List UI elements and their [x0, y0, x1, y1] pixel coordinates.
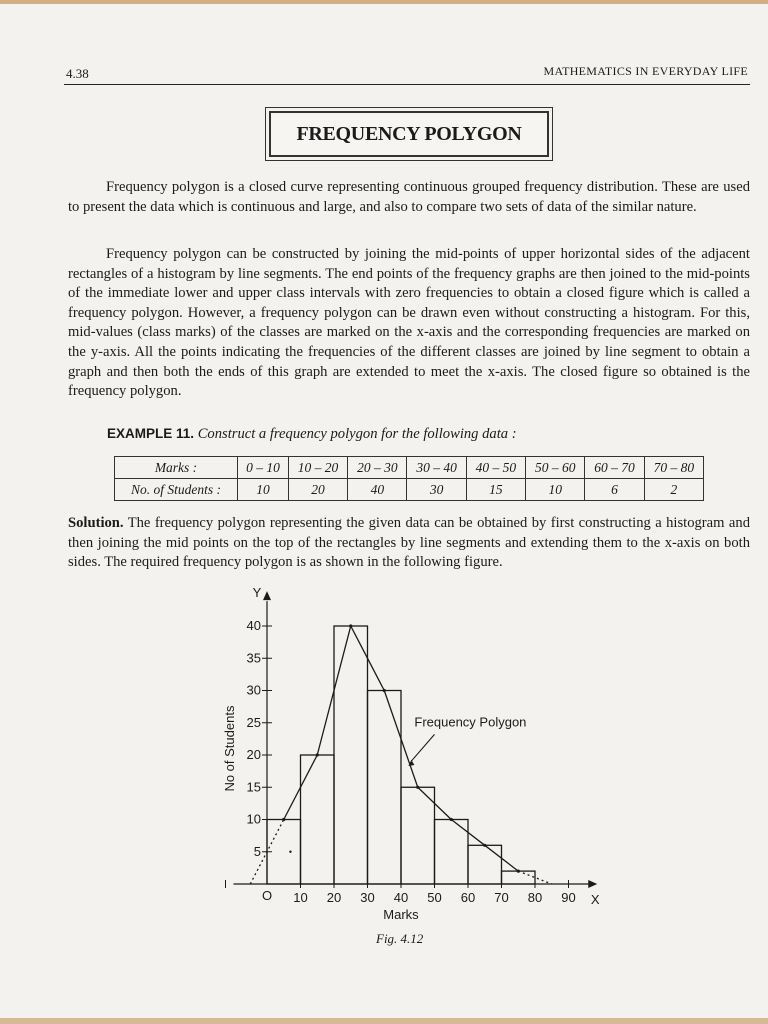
histogram-bar [468, 845, 502, 884]
page-edge-bottom [0, 1018, 768, 1024]
page-number: 4.38 [66, 66, 89, 81]
y-tick-label: 5 [253, 843, 261, 859]
table-cell-frequency: 2 [644, 479, 703, 501]
table-cell-class: 20 – 30 [348, 457, 407, 479]
x-tick-label: 80 [527, 890, 543, 905]
y-tick-label: 40 [246, 618, 261, 633]
table-cell-frequency: 10 [238, 479, 289, 501]
x-axis-letter: X [590, 892, 600, 907]
x-tick-label: 50 [427, 890, 442, 905]
table-cell-class: 10 – 20 [288, 457, 347, 479]
table-cell-class: 70 – 80 [644, 457, 703, 479]
y-tick-label: 20 [246, 747, 261, 762]
table-header-marks: Marks : [115, 457, 238, 479]
table-cell-class: 40 – 50 [466, 457, 525, 479]
polygon-point [316, 753, 319, 756]
running-head: MATHEMATICS IN EVERYDAY LIFE [543, 64, 748, 78]
table-cell-frequency: 40 [348, 479, 407, 501]
x-tick-label: 40 [393, 890, 409, 905]
table-cell-frequency: 10 [526, 479, 585, 501]
table-cell-class: 50 – 60 [526, 457, 585, 479]
paragraph-construction: Frequency polygon can be constructed by joining the mid-points of upper horizontal sides of the adjacent rectangles of a histogram by line segments. The end points of the frequency graphs are then joined to the mid-points of the immediate lower and upper class intervals with zero frequencies to obtain a closed figure which is called a frequency polygon. However, a frequency polygon can be drawn even without constructing a histogram. For this, mid-values (class marks) of the classes are marked on the x-axis and the corresponding frequencies are marked on the y-axis. All the points indicating the frequencies of the different classes are joined by line segment to obtain a graph and then both the ends of this graph are extended to meet the x-axis. The closed figure so obtained is the frequency polygon. [68, 246, 750, 400]
example-text: Construct a frequency polygon for the following data : [197, 426, 517, 442]
figure-caption: Fig. 4.12 [376, 931, 424, 946]
table-cell-frequency: 6 [585, 479, 644, 501]
polygon-point [416, 786, 419, 789]
x-axis-arrow-icon [588, 880, 597, 888]
y-axis-arrow-icon [263, 591, 271, 600]
table-header-students: No. of Students : [115, 479, 238, 501]
y-axis-title: No of Students [222, 705, 237, 792]
histogram-bar [301, 755, 335, 884]
x-tick-label: 90 [561, 890, 576, 905]
example-label: EXAMPLE 11. [107, 426, 195, 441]
polygon-point [450, 818, 453, 821]
y-axis-letter: Y [252, 585, 262, 601]
y-tick-label: 30 [246, 682, 261, 698]
polygon-point [483, 844, 486, 847]
section-title: FREQUENCY POLYGON [269, 111, 549, 157]
paragraph-definition: Frequency polygon is a closed curve representing continuous grouped frequency distribution. These are used to present the data which is continuous and large, and also to compare two sets of data of the similar nature. [68, 179, 750, 215]
x-tick-label: 30 [360, 890, 375, 905]
y-tick-label: 25 [246, 714, 261, 730]
x-tick-label: 70 [494, 890, 509, 905]
stray-dot [289, 851, 291, 853]
histogram-bar [267, 820, 301, 885]
solution-text: The frequency polygon representing the given data can be obtained by first constructing a histogram and then joining the mid points on the top of the rectangles by line segments and extending them to the x-axis on both sides. The required frequency polygon is as shown in the following figure. [68, 515, 750, 571]
x-tick-label: 60 [460, 890, 476, 905]
y-tick-label: 15 [246, 779, 261, 795]
table-cell-frequency: 30 [407, 479, 466, 501]
histogram-bar [368, 691, 402, 885]
annotation-pointer [411, 734, 434, 761]
polygon-point [383, 689, 386, 692]
histogram-bar [334, 626, 368, 884]
polygon-point [282, 818, 285, 821]
polygon-point [517, 870, 520, 873]
origin-label: O [261, 888, 273, 903]
table-cell-class: 0 – 10 [238, 457, 289, 479]
table-cell-frequency: 15 [466, 479, 525, 501]
table-cell-class: 60 – 70 [585, 457, 644, 479]
polygon-annotation: Frequency Polygon [414, 714, 527, 730]
histogram-bar [401, 787, 435, 884]
y-tick-label: 35 [246, 650, 261, 666]
histogram-bar [502, 871, 536, 884]
solution-label: Solution. [68, 515, 124, 531]
table-cell-frequency: 20 [288, 479, 347, 501]
table-cell-class: 30 – 40 [407, 457, 466, 479]
x-tick-label: 20 [326, 890, 342, 905]
polygon-point [349, 624, 352, 627]
x-axis-title: Marks [383, 907, 419, 922]
y-tick-label: 10 [246, 811, 261, 827]
x-tick-label: 10 [293, 890, 308, 905]
